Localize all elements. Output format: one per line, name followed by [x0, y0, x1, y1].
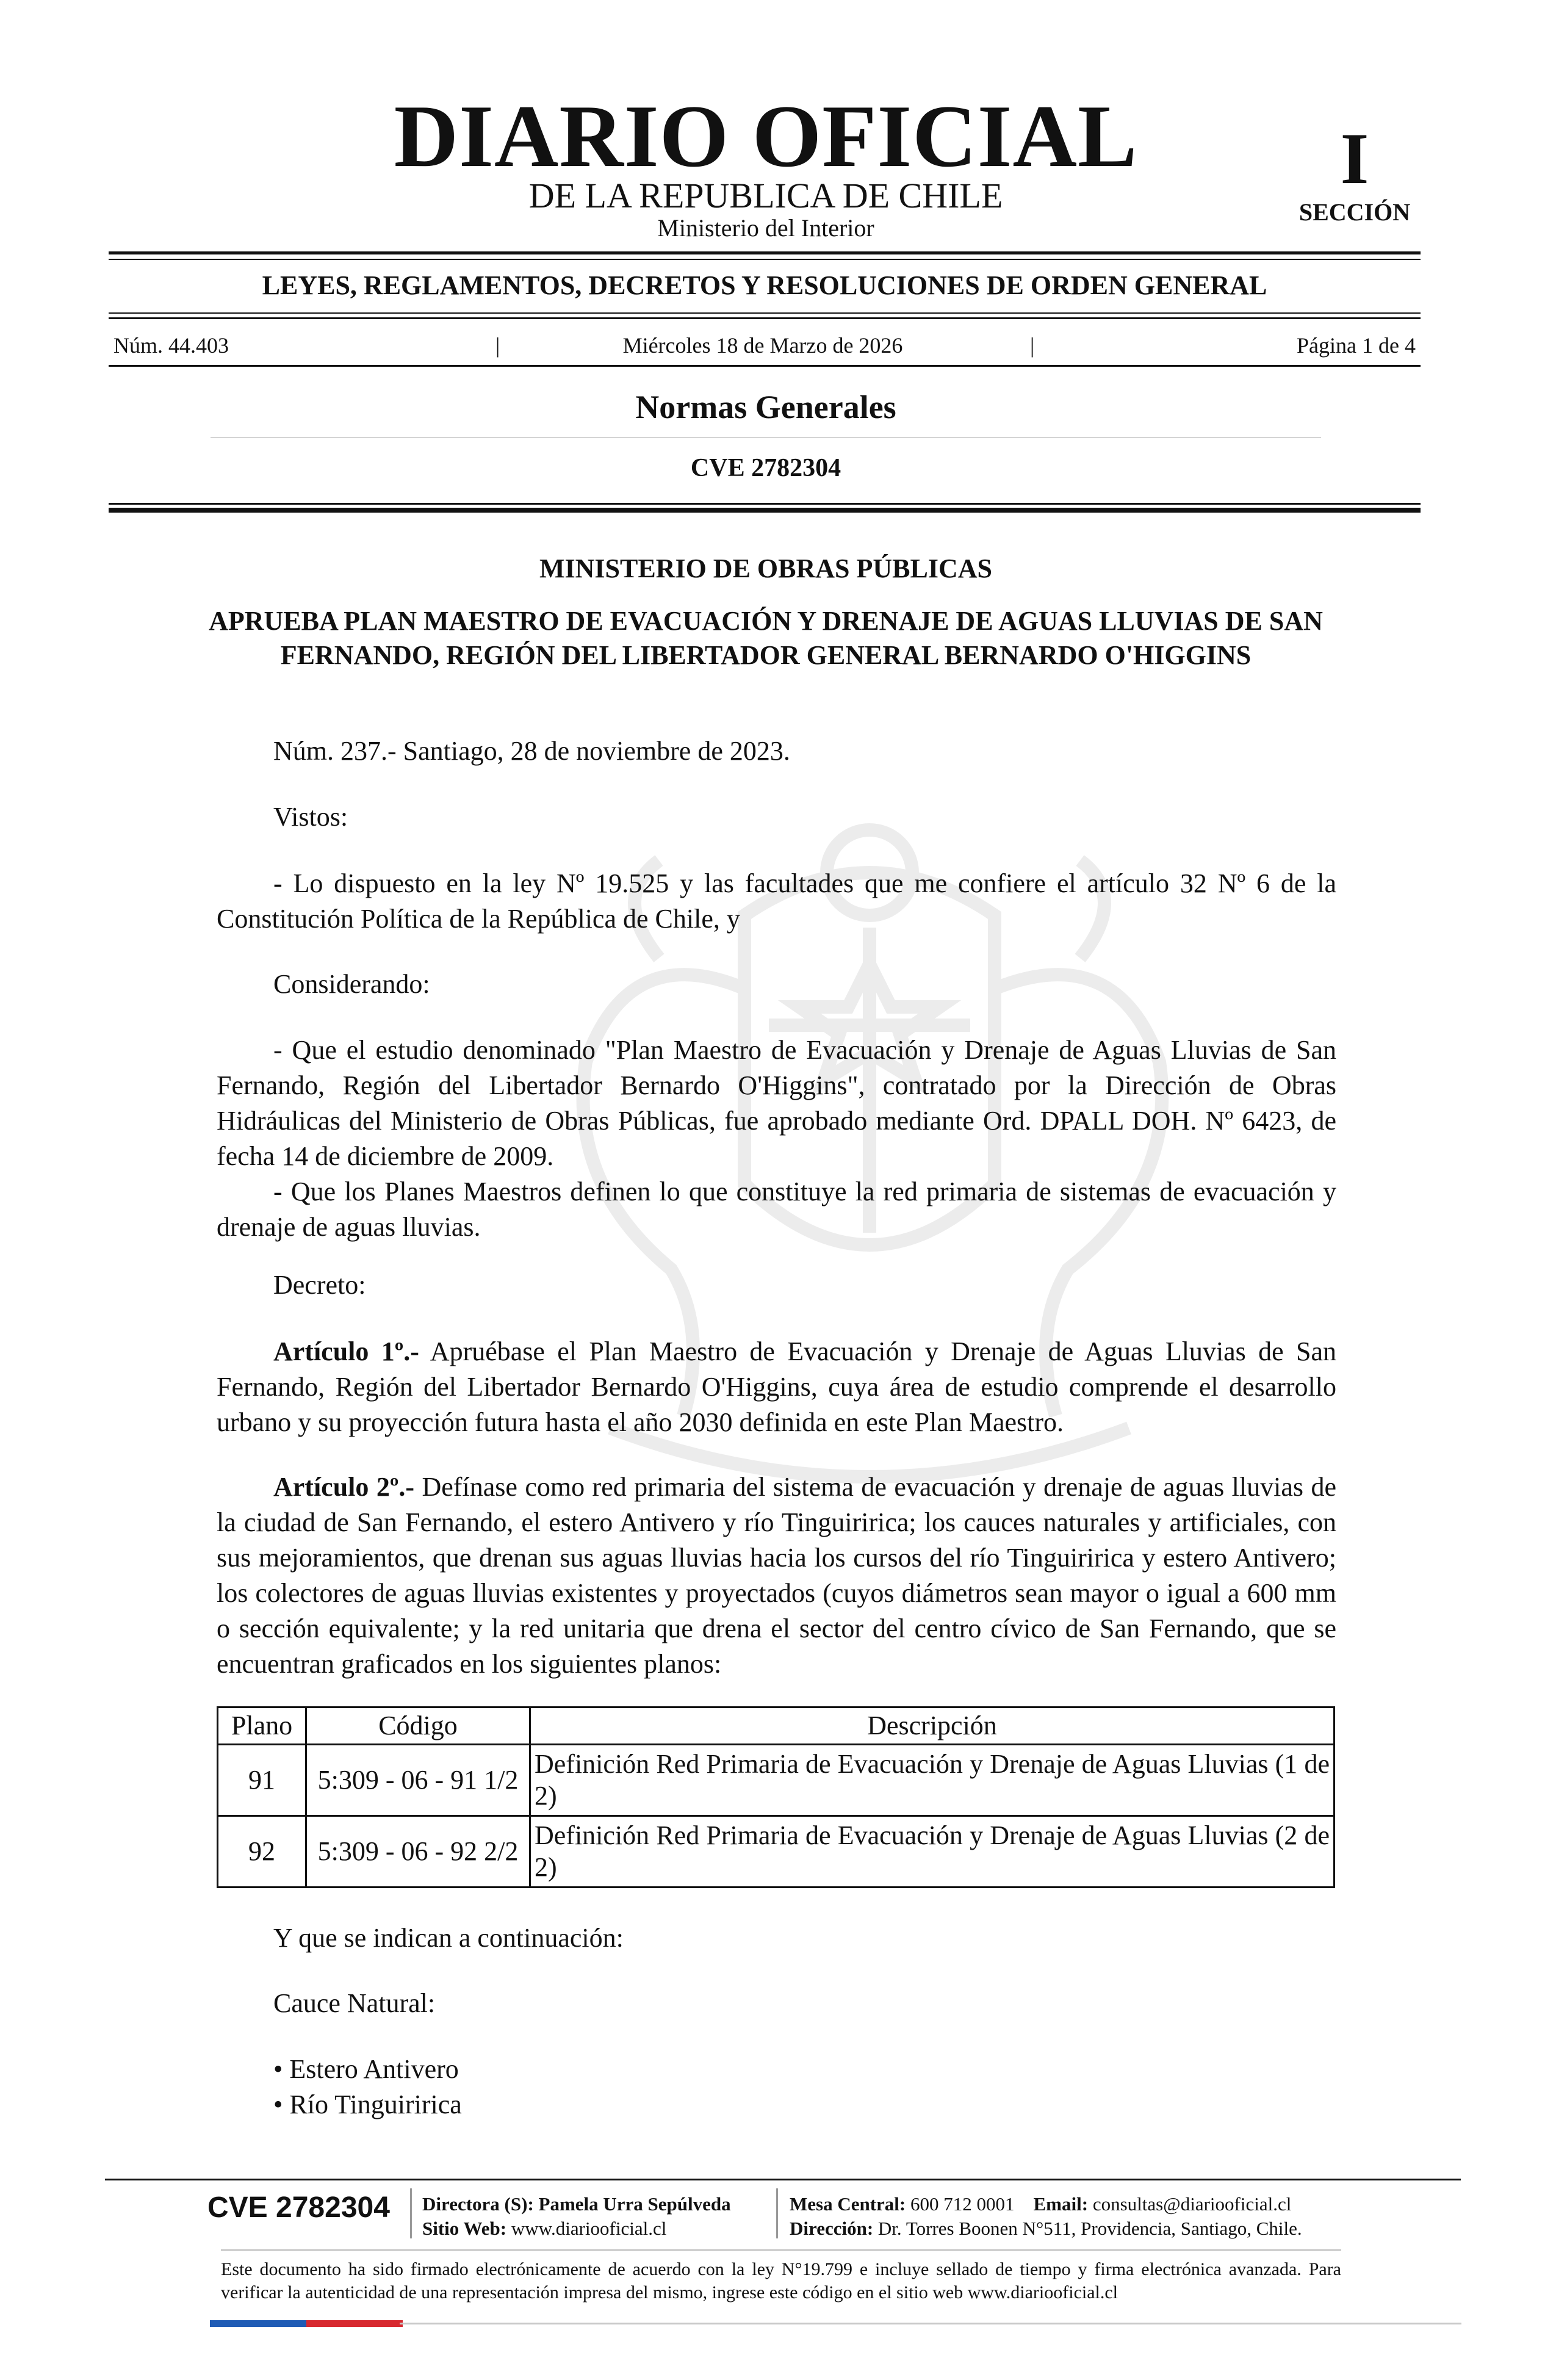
footer-bottom-line — [400, 2323, 1461, 2324]
page-indicator: Página 1 de 4 — [1297, 333, 1416, 358]
footer-director — [422, 2192, 731, 2216]
section-rule-thin — [109, 503, 1421, 505]
info-separator: | — [1030, 333, 1035, 358]
table-header-codigo: Código — [306, 1707, 530, 1745]
header-rule-thin — [109, 259, 1421, 260]
article-2 — [217, 1469, 1336, 1682]
footer-website — [422, 2216, 666, 2241]
table-cell-codigo: 5:309 - 06 - 91 1/2 — [306, 1745, 530, 1816]
issue-date: Miércoles 18 de Marzo de 2026 — [622, 333, 903, 358]
footer-mesa-label: Mesa Central: — [790, 2193, 906, 2215]
considerando-paragraph-1: - Que el estudio denominado "Plan Maestro de Evacuación y Drenaje de Aguas Lluvias de San Fernando, Región del Libertador Bernardo O'Higgins", contratado por la Dirección de Obras Hidráulicas del Ministerio de Obras Públicas, fue aprobado mediante Ord. DPALL DOH. Nº 6423, de fecha 14 de diciembre de 2009. — [217, 1035, 1336, 1171]
list-item: • Río Tinguiririca — [273, 2090, 462, 2119]
table-cell-descripcion: Definición Red Primaria de Evacuación y Drenaje de Aguas Lluvias (1 de 2) — [530, 1745, 1334, 1816]
footer-mesa-value: 600 712 0001 — [910, 2193, 1015, 2215]
flag-stripe-red — [306, 2320, 403, 2327]
table-row — [218, 1816, 1334, 1888]
header-rule-thick — [109, 251, 1421, 254]
vistos-text: - Lo dispuesto en la ley Nº 19.525 y las facultades que me confiere el artículo 32 Nº 6 de la Constitución Política de la República de Chile, y — [217, 868, 1336, 934]
footer-separator — [776, 2188, 778, 2238]
decree-number-line: Núm. 237.- Santiago, 28 de noviembre de 2023. — [273, 736, 790, 766]
cve-code: CVE 2782304 — [690, 454, 841, 482]
article-1-label: Artículo 1º.- — [273, 1336, 419, 1366]
vistos-label: Vistos: — [273, 802, 348, 832]
section-number: I — [1340, 118, 1369, 199]
table-cell-plano: 91 — [218, 1745, 306, 1816]
table-header-row — [218, 1707, 1334, 1745]
section-divider — [211, 437, 1321, 438]
footer-divider — [221, 2249, 1341, 2251]
newspaper-title: DIARIO OFICIAL — [394, 87, 1138, 186]
plans-table — [217, 1706, 1335, 1888]
section-rule-thick — [109, 508, 1421, 513]
section-label: SECCIÓN — [1298, 198, 1411, 226]
footer-contact — [790, 2192, 1291, 2216]
following-text: Y que se indican a continuación: — [273, 1923, 624, 1953]
footer-address-label: Dirección: — [790, 2218, 874, 2239]
footer-website-link[interactable]: www.diariooficial.cl — [511, 2218, 667, 2239]
decree-title: APRUEBA PLAN MAESTRO DE EVACUACIÓN Y DRENAJE DE AGUAS LLUVIAS DE SAN FERNANDO, REGIÓN DEL LIBERTADOR GENERAL BERNARDO O'HIGGINS — [209, 606, 1323, 670]
article-2-label: Artículo 2º.- — [273, 1472, 415, 1502]
footer-address-value: Dr. Torres Boonen N°511, Providencia, Santiago, Chile. — [877, 2218, 1302, 2239]
footer-separator — [410, 2188, 412, 2238]
table-row — [218, 1745, 1334, 1816]
issue-number: Núm. 44.403 — [113, 333, 229, 358]
table-cell-codigo: 5:309 - 06 - 92 2/2 — [306, 1816, 530, 1888]
footer-director-name: Pamela Urra Sepúlveda — [538, 2193, 731, 2215]
flag-stripe-blue — [210, 2320, 306, 2327]
table-cell-descripcion: Definición Red Primaria de Evacuación y Drenaje de Aguas Lluvias (2 de 2) — [530, 1816, 1334, 1888]
footer-cve-code: CVE 2782304 — [207, 2191, 390, 2224]
list-item: • Estero Antivero — [273, 2054, 459, 2084]
newspaper-subtitle: DE LA REPUBLICA DE CHILE — [528, 176, 1003, 215]
footer-email-label: Email: — [1033, 2193, 1089, 2215]
footer-rule — [105, 2179, 1461, 2180]
considerando-paragraph-2: - Que los Planes Maestros definen lo que constituye la red primaria de sistemas de evacuación y drenaje de aguas lluvias. — [217, 1177, 1336, 1242]
table-header-descripcion: Descripción — [530, 1707, 1334, 1745]
table-cell-plano: 92 — [218, 1816, 306, 1888]
footer-email-link[interactable]: consultas@diariooficial.cl — [1092, 2193, 1292, 2215]
footer-website-label: Sitio Web: — [422, 2218, 507, 2239]
footer-director-label: Directora (S): — [422, 2193, 534, 2215]
info-separator: | — [495, 333, 500, 358]
laws-rule-bottom — [109, 317, 1421, 319]
footer-legal-notice: Este documento ha sido firmado electrónicamente de acuerdo con la ley N°19.799 e incluye sellado de tiempo y firma electrónica avanzada. Para verificar la autenticidad de una representación impresa del mismo, ingrese este código en el sitio web www.diariooficial.cl — [221, 2259, 1341, 2302]
footer-address — [790, 2216, 1302, 2241]
info-rule — [109, 365, 1421, 367]
article-2-text: Defínase como red primaria del sistema de evacuación y drenaje de aguas lluvias de la ciudad de San Fernando, el estero Antivero y río Tinguiririca; los cauces naturales y artificiales, con sus mejoramientos, que drenan sus aguas lluvias hacia los cursos del río Tinguiririca y estero Antivero; los colectores de aguas lluvias existentes y proyectados (cuyos diámetros sean mayor o igual a 600 mm o sección equivalente; y la red unitaria que drena el sector del centro cívico de San Fernando, que se encuentran graficados en los siguientes planos: — [217, 1472, 1336, 1679]
section-title: Normas Generales — [635, 389, 896, 425]
considerando-label: Considerando: — [273, 969, 430, 999]
laws-rule-top — [109, 312, 1421, 314]
table-header-plano: Plano — [218, 1707, 306, 1745]
article-1 — [217, 1334, 1336, 1440]
decreto-label: Decreto: — [273, 1270, 366, 1300]
newspaper-ministry: Ministerio del Interior — [657, 214, 874, 242]
article-1-text: Apruébase el Plan Maestro de Evacuación y Drenaje de Aguas Lluvias de San Fernando, Región del Libertador Bernardo O'Higgins, cuya área de estudio comprende el desarrollo urbano y su proyección futura hasta el año 2030 definida en este Plan Maestro. — [217, 1336, 1336, 1437]
cauce-natural-label: Cauce Natural: — [273, 1988, 436, 2018]
decree-ministry: MINISTERIO DE OBRAS PÚBLICAS — [539, 554, 993, 583]
laws-title: LEYES, REGLAMENTOS, DECRETOS Y RESOLUCIONES DE ORDEN GENERAL — [262, 270, 1267, 300]
